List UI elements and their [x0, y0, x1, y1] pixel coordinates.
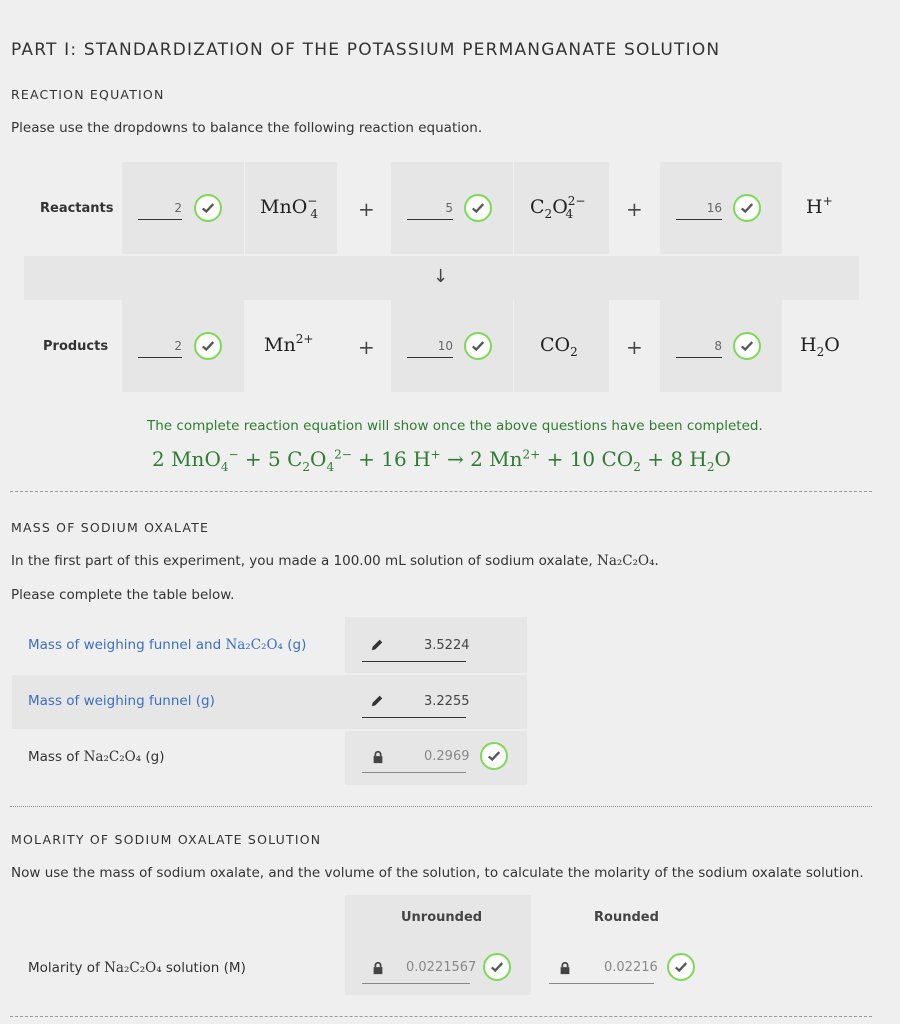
molarity-instructions: Now use the mass of sodium oxalate, and the volume of the solution, to calculate the molarity of the sodium oxalate solution.: [11, 865, 864, 881]
unrounded-molarity-output: 0.0221567: [362, 957, 470, 984]
product-coefficient-1-select[interactable]: 2: [138, 331, 182, 358]
unrounded-header: Unrounded: [401, 910, 483, 925]
species-h2o: $H_2O$: [800, 334, 840, 359]
check-icon: [480, 742, 508, 770]
check-icon: [194, 194, 222, 222]
oxalate-mass-output: 0.2969: [362, 746, 466, 773]
page-title: PART I: STANDARDIZATION OF THE POTASSIUM PERMANGANATE SOLUTION: [11, 40, 721, 60]
funnel-mass-input[interactable]: 3.2255: [362, 691, 466, 718]
section-divider: [10, 1016, 872, 1017]
check-icon: [667, 953, 695, 981]
species-co2: $CO_2$: [540, 334, 578, 359]
reaction-instructions: Please use the dropdowns to balance the following reaction equation.: [11, 120, 483, 136]
molarity-row-label: Molarity of Na₂C₂O₄ solution (M): [28, 960, 246, 976]
table-instruction: Please complete the table below.: [11, 587, 235, 603]
mass-intro: In the first part of this experiment, you made a 100.00 mL solution of sodium oxalate, Na₂C₂O₄.: [11, 553, 659, 569]
product-coefficient-3-select[interactable]: 8: [676, 331, 722, 358]
plus-sign: +: [626, 335, 643, 359]
mass-heading: MASS OF SODIUM OXALATE: [11, 520, 210, 535]
reaction-arrow: ↓: [433, 266, 449, 287]
plus-sign: +: [626, 197, 643, 221]
reactants-label: Reactants: [40, 201, 114, 216]
row-label-funnel[interactable]: Mass of weighing funnel (g): [28, 693, 215, 709]
funnel-and-oxalate-mass-input[interactable]: 3.5224: [362, 635, 466, 662]
check-icon: [194, 332, 222, 360]
species-c2o4: $C_2O^{2-}_4$: [530, 194, 586, 221]
row-label-oxalate: Mass of Na₂C₂O₄ (g): [28, 749, 165, 765]
species-mn: $Mn^{2+}$: [264, 332, 314, 356]
rounded-header: Rounded: [594, 910, 659, 925]
molarity-heading: MOLARITY OF SODIUM OXALATE SOLUTION: [11, 832, 322, 847]
section-divider: [10, 806, 872, 807]
section-divider: [10, 491, 872, 492]
row-label-funnel-and-oxalate[interactable]: Mass of weighing funnel and Na₂C₂O₄ (g): [28, 637, 307, 653]
reaction-heading: REACTION EQUATION: [11, 87, 165, 102]
check-icon: [733, 332, 761, 360]
check-icon: [483, 953, 511, 981]
rounded-molarity-output: 0.02216: [549, 957, 654, 984]
plus-sign: +: [358, 197, 375, 221]
species-mno4: MnO−$_4$: [260, 194, 318, 221]
check-icon: [464, 332, 492, 360]
reactant-coefficient-1-select[interactable]: 2: [138, 193, 182, 220]
plus-sign: +: [358, 335, 375, 359]
species-h: H+: [806, 194, 833, 218]
complete-equation-note: The complete reaction equation will show once the above questions have been completed.: [147, 418, 763, 434]
reactant-coefficient-2-select[interactable]: 5: [407, 193, 453, 220]
check-icon: [464, 194, 492, 222]
products-label: Products: [43, 339, 109, 354]
product-coefficient-2-select[interactable]: 10: [407, 331, 453, 358]
complete-equation: 2 MnO$_4$− + 5 $C_2O_4^{2-} + 16$ H+ → 2 $Mn^{2+} + 10$ $CO_2 + 8$ $H_2O$: [152, 447, 731, 474]
reactant-coefficient-3-select[interactable]: 16: [676, 193, 722, 220]
check-icon: [733, 194, 761, 222]
